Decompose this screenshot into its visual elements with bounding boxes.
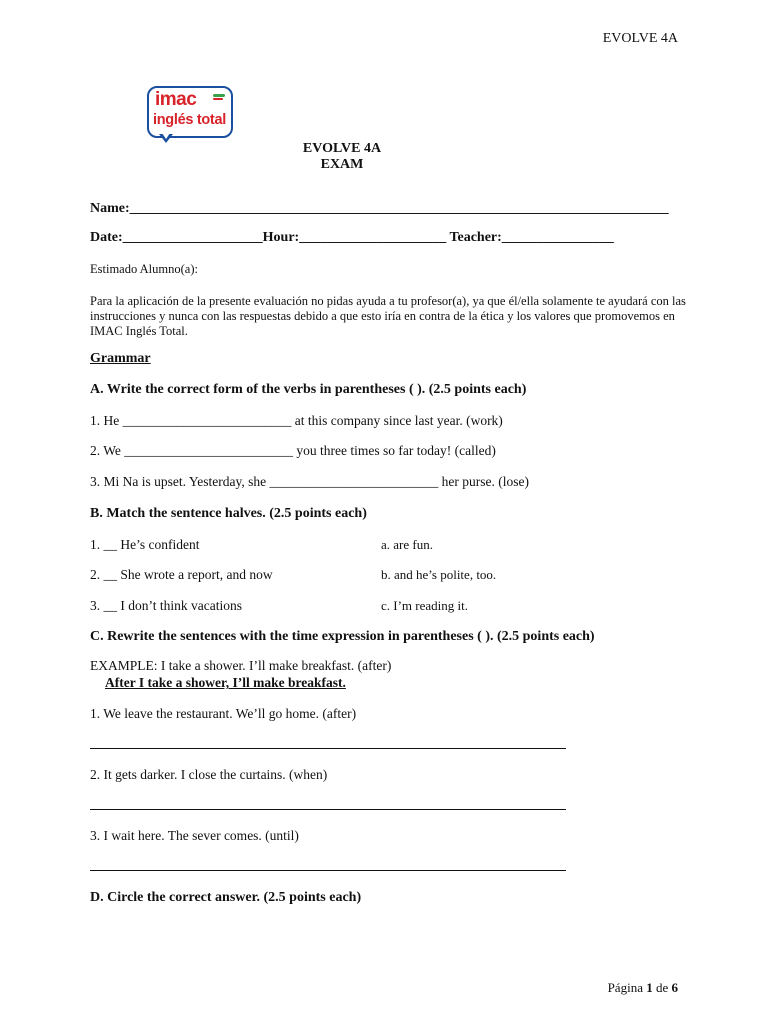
- footer-current-page: 1: [646, 980, 653, 995]
- section-a-item-2[interactable]: 2. We _________________________ you three times so far today! (called): [90, 443, 496, 458]
- section-c-answer-line-2[interactable]: [90, 809, 566, 810]
- section-c-example-answer: After I take a shower, I’ll make breakfast.: [105, 675, 346, 690]
- instructions-paragraph: Para la aplicación de la presente evaluación no pidas ayuda a tu profesor(a), ya que él/ella solamente te ayudará con las instrucciones y nunca con las respuestas debido a que esto iría en contra de la ética y los valores que promovemos en IMAC Inglés Total.: [90, 294, 686, 338]
- name-field[interactable]: Name:_____________________________________________________________________________: [90, 201, 669, 216]
- section-d-instruction: D. Circle the correct answer. (2.5 points each): [90, 890, 362, 905]
- footer-total-pages: 6: [671, 980, 678, 995]
- grammar-heading: Grammar: [90, 351, 151, 366]
- logo-text-imac: imac: [155, 89, 197, 110]
- section-c-instruction: C. Rewrite the sentences with the time expression in parentheses ( ). (2.5 points each): [90, 629, 595, 644]
- greeting: Estimado Alumno(a):: [90, 262, 198, 276]
- section-a-item-3[interactable]: 3. Mi Na is upset. Yesterday, she _________________________ her purse. (lose): [90, 474, 529, 489]
- section-c-item-1: 1. We leave the restaurant. We’ll go home. (after): [90, 706, 357, 721]
- date-hour-teacher-fields[interactable]: Date:____________________Hour:_____________________ Teacher:________________: [90, 230, 614, 245]
- exam-title-line1: EVOLVE 4A: [302, 141, 382, 156]
- page-footer: [608, 980, 678, 996]
- section-c-item-2: 2. It gets darker. I close the curtains. (when): [90, 767, 328, 782]
- section-b-left-1[interactable]: 1. __ He’s confident: [90, 537, 200, 552]
- section-b-left-2[interactable]: 2. __ She wrote a report, and now: [90, 567, 273, 582]
- footer-page-word: Página: [607, 980, 643, 995]
- section-c-item-3: 3. I wait here. The sever comes. (until): [90, 828, 299, 843]
- section-b-right-b: b. and he’s polite, too.: [381, 567, 497, 582]
- section-b-left-3[interactable]: 3. __ I don’t think vacations: [90, 598, 242, 613]
- section-b-right-c: c. I’m reading it.: [381, 598, 468, 613]
- section-a-item-1[interactable]: 1. He _________________________ at this company since last year. (work): [90, 413, 503, 428]
- section-a-instruction: A. Write the correct form of the verbs in parentheses ( ). (2.5 points each): [90, 382, 527, 397]
- logo-flag-icon: [213, 94, 225, 102]
- imac-logo: [147, 86, 237, 144]
- exam-title-line2: EXAM: [320, 157, 364, 172]
- section-b-right-a: a. are fun.: [381, 537, 433, 552]
- section-c-answer-line-1[interactable]: [90, 748, 566, 749]
- header-course: EVOLVE 4A: [602, 31, 678, 46]
- section-c-example-prompt: EXAMPLE: I take a shower. I’ll make breakfast. (after): [90, 658, 392, 673]
- section-b-instruction: B. Match the sentence halves. (2.5 points each): [90, 506, 367, 521]
- footer-of-word: de: [655, 980, 669, 995]
- section-c-answer-line-3[interactable]: [90, 870, 566, 871]
- logo-text-ingles-total: inglés total: [153, 112, 226, 128]
